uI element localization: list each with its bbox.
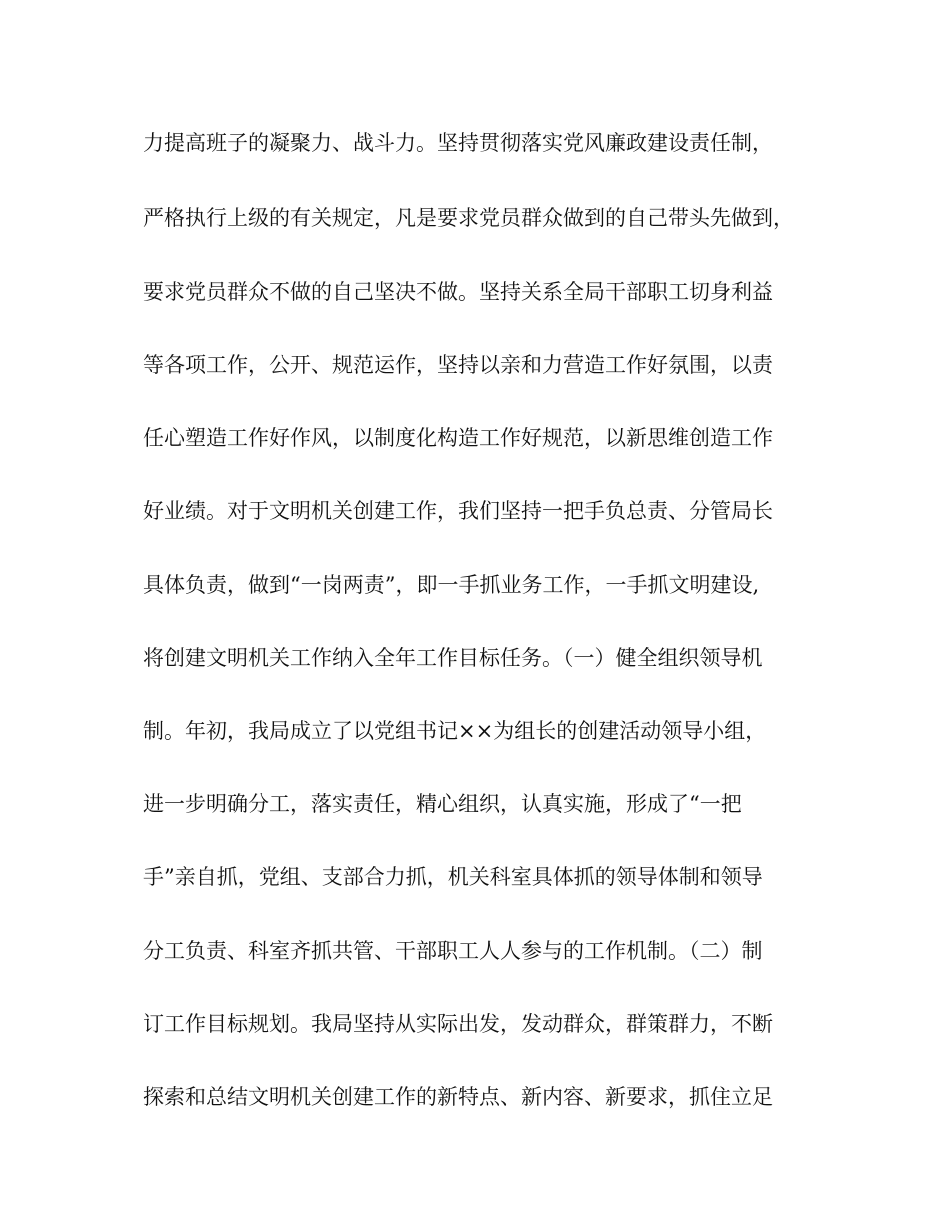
body-text-line: 分工负责、科室齐抓共管、干部职工人人参与的工作机制。（二）制 bbox=[143, 939, 763, 963]
body-text-line: 好业绩。对于文明机关创建工作，我们坚持一把手负总责、分管局长 bbox=[143, 499, 773, 523]
body-text-line: 任心塑造工作好作风，以制度化构造工作好规范，以新思维创造工作 bbox=[143, 426, 773, 450]
body-text-line: 将创建文明机关工作纳入全年工作目标任务。（一）健全组织领导机 bbox=[143, 646, 763, 670]
body-text-line: 严格执行上级的有关规定，凡是要求党员群众做到的自己带头先做到， bbox=[143, 206, 794, 230]
body-text-line: 手”亲自抓，党组、支部合力抓，机关科室具体抓的领导体制和领导 bbox=[143, 865, 763, 889]
body-text-line: 力提高班子的凝聚力、战斗力。坚持贯彻落实党风廉政建设责任制， bbox=[143, 131, 773, 155]
body-text-line: 制。年初，我局成立了以党组书记××为组长的创建活动领导小组， bbox=[143, 719, 767, 743]
body-text-line: 订工作目标规划。我局坚持从实际出发，发动群众，群策群力，不断 bbox=[143, 1012, 773, 1036]
body-text-line: 要求党员群众不做的自己坚决不做。坚持关系全局干部职工切身利益 bbox=[143, 280, 773, 304]
body-text-line: 等各项工作，公开、规范运作，坚持以亲和力营造工作好氛围，以责 bbox=[143, 353, 773, 377]
body-text-line: 探索和总结文明机关创建工作的新特点、新内容、新要求，抓住立足 bbox=[143, 1085, 773, 1109]
body-text-line: 进一步明确分工，落实责任，精心组织，认真实施，形成了“一把 bbox=[143, 792, 742, 816]
body-text-line: 具体负责，做到“一岗两责”，即一手抓业务工作，一手抓文明建设, bbox=[143, 573, 760, 597]
